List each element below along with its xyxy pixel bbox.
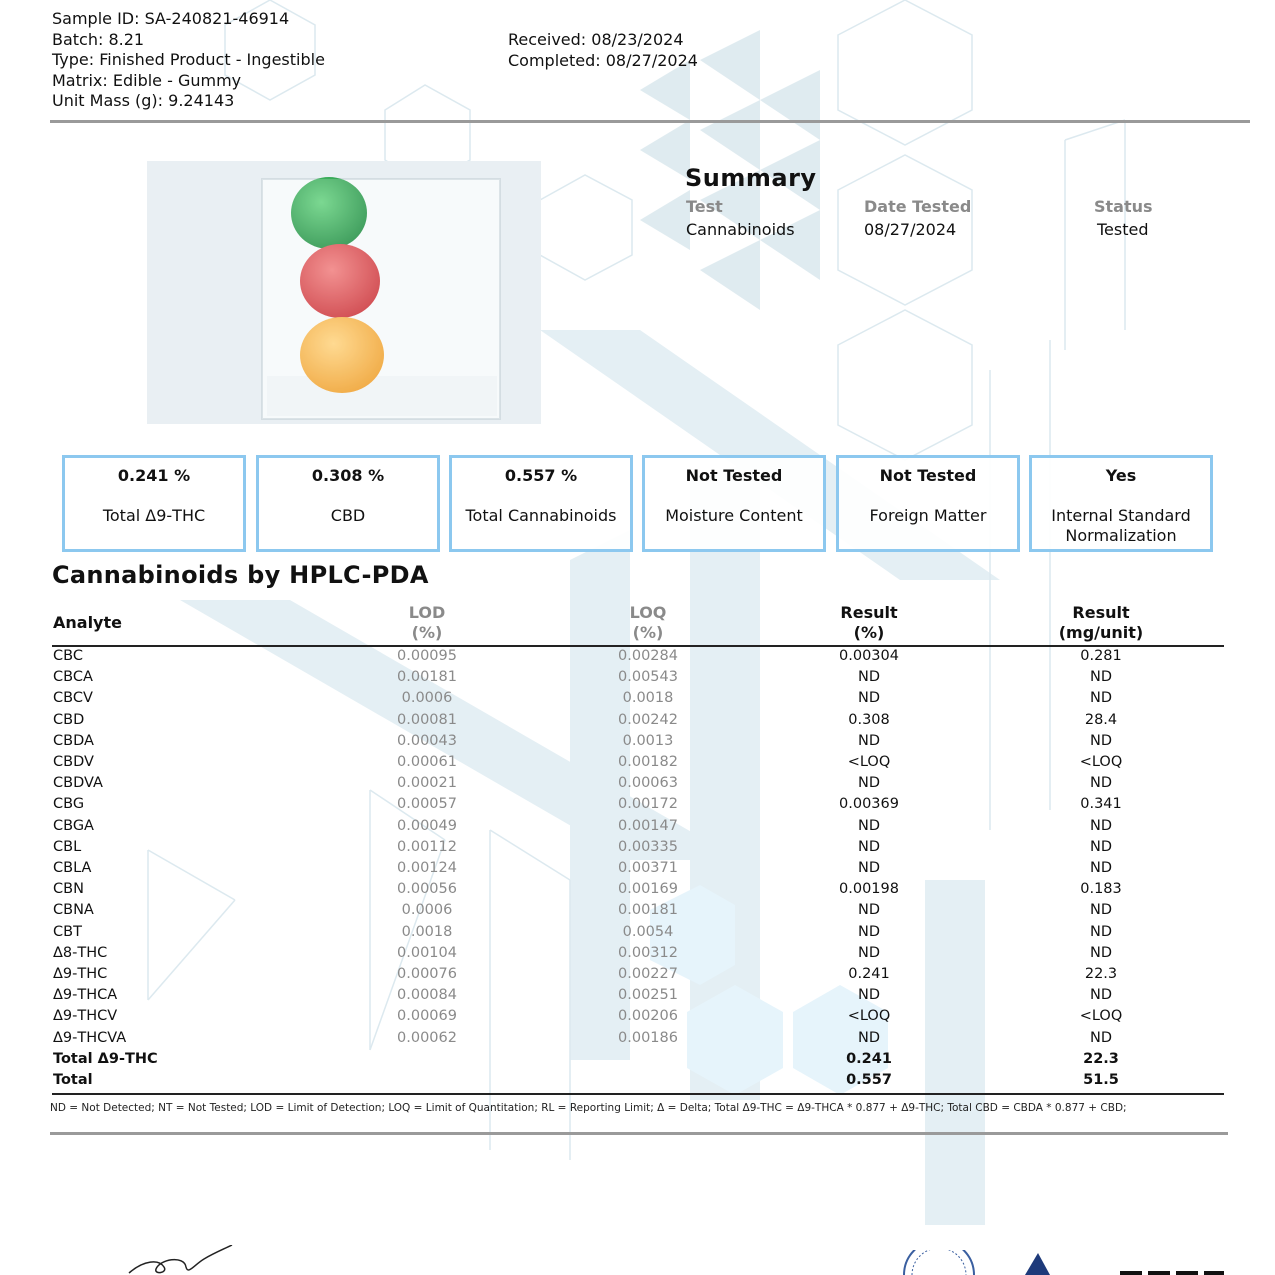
table-row	[0, 879, 1275, 900]
accreditation-seal	[900, 1250, 978, 1275]
lod-cell: 0.00181	[397, 669, 457, 686]
lod-cell: 0.00056	[397, 881, 457, 898]
card-value: Not Tested	[685, 466, 783, 485]
status-header: Status	[1094, 197, 1153, 216]
table-row	[0, 816, 1275, 837]
analyte-cell: CBGA	[53, 817, 94, 834]
analyte-cell: Δ9-THCA	[53, 987, 118, 1004]
footnote: ND = Not Detected; NT = Not Tested; LOD = Limit of Detection; LOQ = Limit of Quantitation; RL = Reporting Limit; Δ = Delta; Total Δ9-THC = Δ9-THCA * 0.877 + Δ9-THC; Total CBD = CBDA * 0.877 + CBD;	[50, 1102, 1127, 1114]
table-row	[0, 794, 1275, 815]
result-cell: ND	[857, 732, 880, 749]
table-total-row	[0, 1049, 1275, 1070]
lab-logo	[1020, 1250, 1230, 1275]
loq-cell: 0.00181	[618, 902, 678, 919]
lod-cell: 0.00043	[397, 732, 457, 749]
analyte-cell: Δ9-THC	[53, 966, 108, 982]
analyte-cell: CBT	[53, 923, 82, 940]
loq-cell: 0.00242	[618, 711, 678, 728]
result-cell: 0.241	[848, 966, 890, 982]
analyte-cell: Δ9-THCV	[53, 1008, 118, 1025]
sample-type: Type: Finished Product - Ingestible	[52, 50, 325, 69]
analyte-cell: CBDA	[53, 732, 94, 749]
result-mg-cell: ND	[1089, 860, 1112, 876]
completed-date: Completed: 08/27/2024	[508, 50, 698, 70]
lod-cell: 0.00112	[397, 838, 457, 855]
card-label: Foreign Matter	[869, 506, 987, 525]
lod-cell: 0.00061	[397, 754, 457, 770]
result-cell: <LOQ	[847, 1008, 891, 1025]
date-tested-value: 08/27/2024	[864, 220, 957, 239]
card-internal-standard	[1029, 455, 1213, 552]
result-cell: ND	[857, 669, 880, 686]
lod-cell: 0.00081	[397, 711, 457, 728]
analyte-cell: CBL	[53, 838, 82, 855]
result-cell: ND	[857, 987, 880, 1004]
lod-cell: 0.0006	[401, 902, 453, 919]
result-mg-cell: ND	[1089, 902, 1112, 919]
result-cell: ND	[857, 944, 880, 961]
table-row	[0, 900, 1275, 921]
test-value: Cannabinoids	[686, 220, 795, 239]
result-cell: ND	[857, 923, 880, 940]
result-mg-cell: ND	[1089, 838, 1112, 855]
table-total-row	[0, 1070, 1275, 1091]
received-date: Received: 08/23/2024	[508, 30, 684, 49]
loq-cell: 0.00312	[618, 944, 678, 961]
table-bottom-rule	[52, 1093, 1224, 1095]
card-value: 0.308 %	[311, 466, 385, 485]
loq-cell: 0.00169	[618, 881, 678, 898]
analyte-cell: CBG	[53, 796, 85, 813]
loq-cell: 0.0013	[622, 732, 674, 749]
loq-cell: 0.00227	[618, 966, 678, 982]
card-moisture-content	[642, 455, 826, 552]
result-header	[789, 603, 949, 643]
table-row	[0, 1006, 1275, 1027]
card-cbd	[256, 455, 440, 552]
lod-cell: 0.00069	[397, 1008, 457, 1025]
footer-divider	[50, 1132, 1228, 1135]
result-mg-cell: 51.5	[1083, 1072, 1119, 1088]
analyte-cell: CBDVA	[53, 775, 103, 792]
result-mg-cell: ND	[1089, 775, 1112, 792]
loq-cell: 0.00172	[618, 796, 678, 813]
result-cell: ND	[857, 690, 880, 707]
batch: Batch: 8.21	[52, 29, 145, 49]
result-mg-cell: ND	[1089, 732, 1112, 749]
result-cell: ND	[857, 838, 880, 855]
card-total-cannabinoids	[449, 455, 633, 552]
card-value: Yes	[1105, 466, 1137, 485]
header-divider	[50, 120, 1250, 123]
lod-cell: 0.0018	[401, 923, 453, 940]
lod-cell: 0.00062	[397, 1029, 457, 1046]
loq-header-unit: (%)	[632, 623, 664, 642]
table-row	[0, 837, 1275, 858]
table-row	[0, 731, 1275, 752]
analyte-cell: CBN	[53, 881, 84, 898]
result-cell: 0.00304	[839, 648, 899, 664]
card-label: CBD	[330, 506, 366, 525]
result-mg-cell: 0.341	[1080, 796, 1122, 813]
result-mg-cell: 22.3	[1084, 966, 1118, 982]
result-cell: ND	[857, 1029, 880, 1046]
result-mg-cell: ND	[1089, 690, 1112, 707]
analyte-cell: CBNA	[53, 902, 94, 919]
result-mg-cell: ND	[1089, 817, 1112, 834]
lod-cell: 0.00049	[397, 817, 457, 834]
analyte-header: Analyte	[53, 613, 122, 632]
table-row	[0, 964, 1275, 985]
loq-cell: 0.00335	[618, 838, 678, 855]
analyte-cell: CBD	[53, 711, 85, 728]
sample-info	[52, 9, 325, 112]
result-cell: <LOQ	[847, 754, 891, 770]
table-row	[0, 773, 1275, 794]
table-row	[0, 752, 1275, 773]
table-row	[0, 688, 1275, 709]
loq-cell: 0.00063	[618, 775, 678, 792]
lod-cell: 0.0006	[401, 690, 453, 707]
analyte-cell: CBCA	[53, 669, 93, 686]
analyte-cell: CBDV	[53, 754, 94, 770]
lod-header-unit: (%)	[411, 623, 443, 642]
card-label: Internal Standard Normalization	[1051, 506, 1191, 545]
product-photo	[147, 161, 541, 424]
result-cell: 0.557	[846, 1072, 892, 1088]
result-cell: 0.241	[846, 1050, 892, 1067]
card-value: 0.557 %	[504, 466, 578, 485]
table-row	[0, 1028, 1275, 1049]
result-mg-cell: ND	[1089, 669, 1112, 686]
lod-cell: 0.00124	[397, 860, 457, 876]
result-mg-cell: 0.281	[1080, 648, 1122, 664]
lod-cell: 0.00057	[397, 796, 457, 813]
table-row	[0, 943, 1275, 964]
table-row	[0, 985, 1275, 1006]
matrix: Matrix: Edible - Gummy	[52, 70, 242, 90]
sample-id: Sample ID: SA-240821-46914	[52, 9, 290, 28]
table-row	[0, 667, 1275, 688]
lod-cell: 0.00095	[397, 648, 457, 664]
test-header: Test	[686, 197, 723, 216]
loq-cell: 0.00182	[618, 754, 678, 770]
card-label: Total Δ9-THC	[102, 506, 206, 525]
result-cell: ND	[857, 817, 880, 834]
lod-cell: 0.00076	[397, 966, 457, 982]
result-mg-cell: ND	[1089, 944, 1112, 961]
analyte-cell: Δ9-THCVA	[53, 1029, 127, 1046]
signature	[124, 1245, 244, 1275]
status-value: Tested	[1097, 220, 1149, 239]
analyte-cell: CBLA	[53, 860, 92, 876]
loq-cell: 0.00543	[618, 669, 678, 686]
section-title: Cannabinoids by HPLC-PDA	[52, 561, 429, 589]
lod-cell: 0.00021	[397, 775, 457, 792]
analyte-cell: CBCV	[53, 690, 93, 707]
result-mg-cell: 28.4	[1084, 711, 1118, 728]
table-row	[0, 646, 1275, 667]
result-mg-cell: 22.3	[1083, 1050, 1119, 1067]
loq-header	[568, 603, 728, 643]
loq-cell: 0.00147	[618, 817, 678, 834]
sample-dates	[508, 30, 698, 71]
result-cell: ND	[857, 902, 880, 919]
result-mg-header	[1021, 603, 1181, 643]
result-cell: ND	[857, 860, 880, 876]
loq-header-label: LOQ	[629, 603, 667, 622]
loq-cell: 0.0018	[622, 690, 674, 707]
result-mg-cell: ND	[1089, 923, 1112, 940]
analyte-cell: CBC	[53, 648, 83, 664]
table-row	[0, 710, 1275, 731]
result-cell: 0.00369	[839, 796, 899, 813]
loq-cell: 0.00186	[618, 1029, 678, 1046]
result-mg-cell: ND	[1089, 987, 1112, 1004]
loq-cell: 0.00206	[618, 1008, 678, 1025]
result-mg-cell: 0.183	[1080, 881, 1122, 898]
result-mg-cell: <LOQ	[1079, 754, 1123, 770]
result-cell: ND	[857, 775, 880, 792]
card-value: 0.241 %	[117, 466, 191, 485]
result-cell: 0.308	[848, 711, 890, 728]
lod-header	[347, 603, 507, 643]
card-foreign-matter	[836, 455, 1020, 552]
loq-cell: 0.00371	[618, 860, 678, 876]
date-tested-header: Date Tested	[864, 197, 972, 216]
table-row	[0, 922, 1275, 943]
table-row	[0, 858, 1275, 879]
loq-cell: 0.0054	[622, 923, 674, 940]
analyte-cell: Total	[53, 1072, 93, 1088]
unit-mass: Unit Mass (g): 9.24143	[52, 91, 235, 110]
result-mg-cell: ND	[1089, 1029, 1112, 1046]
result-mg-header-label: Result	[1072, 603, 1130, 622]
analyte-cell: Δ8-THC	[53, 944, 108, 961]
lod-cell: 0.00084	[397, 987, 457, 1004]
card-label: Total Cannabinoids	[465, 506, 617, 525]
lod-cell: 0.00104	[397, 944, 457, 961]
analyte-cell: Total Δ9-THC	[53, 1050, 158, 1067]
result-header-unit: (%)	[853, 623, 885, 642]
card-label: Moisture Content	[665, 506, 803, 525]
lod-header-label: LOD	[408, 603, 446, 622]
result-cell: 0.00198	[839, 881, 899, 898]
card-value: Not Tested	[879, 466, 977, 485]
loq-cell: 0.00284	[618, 648, 678, 664]
card-total-thc	[62, 455, 246, 552]
loq-cell: 0.00251	[618, 987, 678, 1004]
result-header-label: Result	[840, 603, 898, 622]
result-mg-header-unit: (mg/unit)	[1058, 623, 1144, 642]
result-mg-cell: <LOQ	[1079, 1008, 1123, 1025]
summary-title: Summary	[685, 164, 817, 192]
